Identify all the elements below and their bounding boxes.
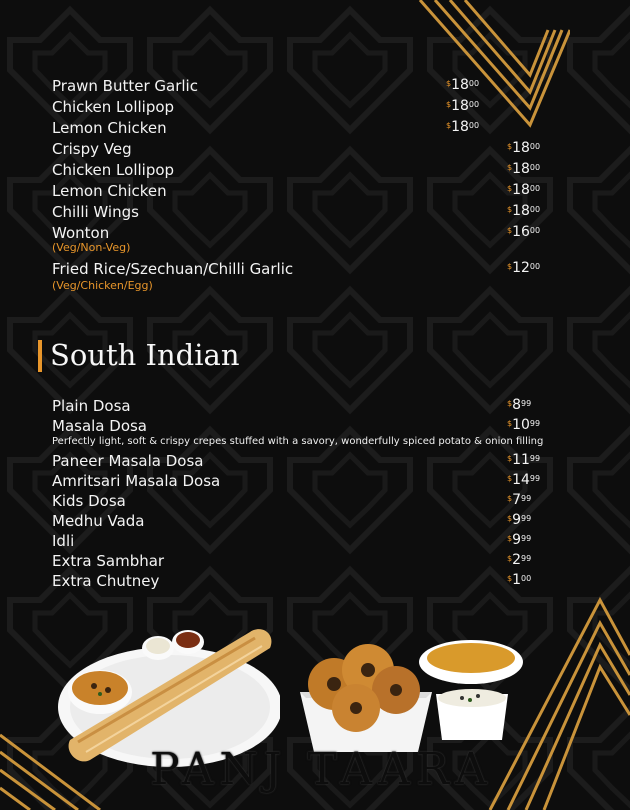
menu-item-description: Perfectly light, soft & crispy crepes stuffed with a savory, wonderfully spiced potato & onion filling [52,436,544,447]
menu-item-price: $^{\$}18^{00}$ [507,140,541,156]
section-accent-bar [38,340,42,372]
menu-item-price: $^{\$}18^{00}$ [507,182,541,198]
menu-item-name: Masala Dosa [52,417,148,435]
menu-item-name: Crispy Veg [52,140,132,158]
menu-item-name: Amritsari Masala Dosa [52,472,221,490]
menu-item-price: $^{\$}18^{00}$ [446,98,480,114]
menu-item-price: $^{\$}1^{00}$ [507,572,532,588]
menu-item-price: $^{\$}16^{00}$ [507,224,541,240]
menu-item-name: Prawn Butter Garlic [52,77,198,95]
menu-item-price: $^{\$}18^{00}$ [446,77,480,93]
menu-item-name: Wonton [52,224,110,242]
menu-item-name: Lemon Chicken [52,182,167,200]
section-title: South Indian [50,338,240,372]
menu-item-name: Lemon Chicken [52,119,167,137]
menu-item-name: Chicken Lollipop [52,98,175,116]
menu-item-name: Fried Rice/Szechuan/Chilli Garlic [52,260,294,278]
menu-item-name: Kids Dosa [52,492,126,510]
menu-item-name: Paneer Masala Dosa [52,452,204,470]
menu-item-price: $^{\$}12^{00}$ [507,260,541,276]
menu-item-name: Idli [52,532,75,550]
menu-item-name: Medhu Vada [52,512,145,530]
menu-item-price: $^{\$}7^{99}$ [507,492,532,508]
menu-item-price: $^{\$}9^{99}$ [507,512,532,528]
menu-item-note: (Veg/Chicken/Egg) [52,279,153,292]
menu-item-price: $^{\$}14^{99}$ [507,472,541,488]
menu-item-price: $^{\$}2^{99}$ [507,552,532,568]
top-right-gold-chevron [410,0,570,130]
menu-item-price: $^{\$}9^{99}$ [507,532,532,548]
medhu-vada-bowl-photo [296,632,526,757]
menu-item-name: Extra Chutney [52,572,160,590]
menu-item-price: $^{\$}18^{00}$ [507,161,541,177]
menu-item-name: Plain Dosa [52,397,131,415]
menu-item-price: $^{\$}10^{99}$ [507,417,541,433]
menu-item-price: $^{\$}18^{00}$ [446,119,480,135]
menu-item-note: (Veg/Non-Veg) [52,241,131,254]
menu-item-name: Chicken Lollipop [52,161,175,179]
menu-item-name: Chilli Wings [52,203,139,221]
menu-item-price: $^{\$}11^{99}$ [507,452,541,468]
menu-item-price: $^{\$}18^{00}$ [507,203,541,219]
menu-item-price: $^{\$}8^{99}$ [507,397,532,413]
brand-watermark: PANJ TAARA [150,744,493,795]
menu-item-name: Extra Sambhar [52,552,165,570]
